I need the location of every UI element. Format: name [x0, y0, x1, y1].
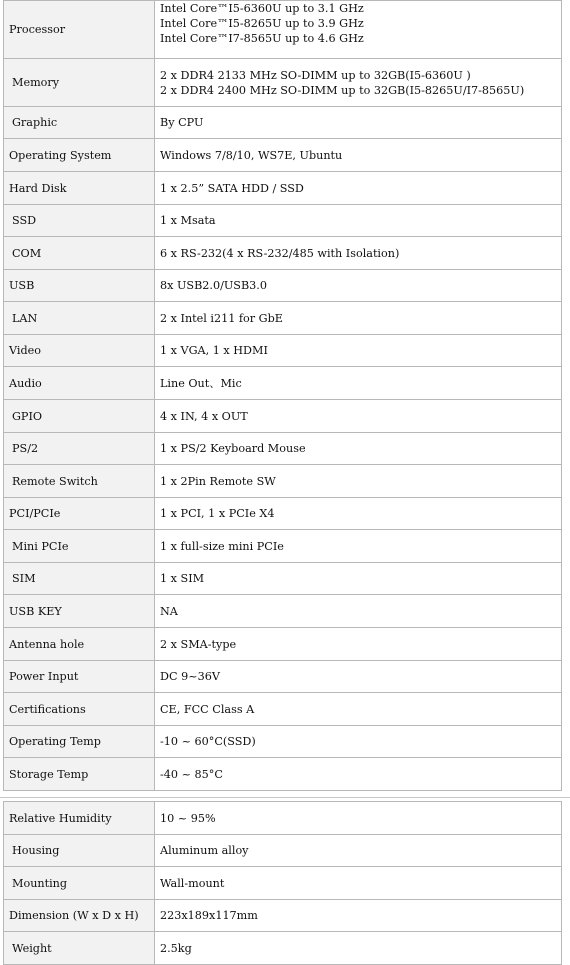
spec-value	[155, 1, 562, 59]
spec-value	[155, 498, 562, 530]
spec-label	[4, 693, 155, 726]
spec-label-text: LAN	[12, 311, 38, 325]
spec-value	[155, 661, 562, 693]
spec-label-text: Mounting	[12, 876, 68, 890]
spec-value	[155, 693, 562, 726]
spec-label	[4, 661, 155, 693]
spec-label-text: SSD	[12, 214, 37, 227]
spec-value	[155, 270, 562, 302]
spec-label-text: Relative Humidity	[9, 811, 112, 825]
spec-label	[4, 802, 155, 835]
spec-label-text: Graphic	[12, 116, 58, 129]
spec-row-mounting	[4, 867, 562, 900]
spec-label	[4, 400, 155, 433]
spec-value-line: -10 ~ 60°C(SSD)	[160, 735, 256, 748]
spec-row-antenna-hole	[4, 628, 562, 661]
spec-label-text: USB KEY	[9, 604, 62, 618]
spec-value-line: Intel Core™I5-8265U up to 3.9 GHz	[160, 17, 364, 30]
spec-row-gpio	[4, 400, 562, 433]
spec-label	[4, 433, 155, 465]
spec-row-certifications	[4, 693, 562, 726]
spec-value-line: Windows 7/8/10, WS7E, Ubuntu	[160, 148, 343, 162]
spec-label-text: USB	[9, 279, 35, 292]
spec-row-weight	[4, 932, 562, 965]
spec-label	[4, 835, 155, 867]
spec-value	[155, 237, 562, 270]
page-break-divider	[0, 797, 570, 798]
spec-label-text: Operating Temp	[9, 735, 101, 748]
spec-label	[4, 530, 155, 563]
spec-value-line: NA	[160, 604, 178, 618]
spec-label-text: Housing	[12, 844, 60, 857]
spec-value	[155, 802, 562, 835]
spec-label	[4, 595, 155, 628]
spec-label-text: Processor	[9, 23, 66, 36]
spec-value-line: Wall-mount	[160, 876, 225, 890]
spec-label-text: Operating System	[9, 148, 112, 162]
spec-label-text: Hard Disk	[9, 181, 67, 195]
spec-label-text: Remote Switch	[12, 474, 98, 488]
spec-table-continued	[3, 801, 562, 965]
spec-label	[4, 139, 155, 172]
spec-label-text: Certifications	[9, 702, 86, 716]
spec-label-text: PCI/PCIe	[9, 507, 61, 520]
spec-value-line: 1 x PCI, 1 x PCIe X4	[160, 507, 275, 520]
spec-label	[4, 107, 155, 139]
spec-table-continued-body	[4, 802, 562, 965]
spec-label	[4, 900, 155, 932]
spec-row-ps2	[4, 433, 562, 465]
spec-value	[155, 595, 562, 628]
spec-label-text: SIM	[12, 572, 36, 585]
spec-value-line: -40 ~ 85°C	[160, 767, 223, 781]
spec-table-main	[3, 0, 562, 791]
spec-label-text: Power Input	[9, 670, 79, 683]
spec-value-line: 2 x DDR4 2400 MHz SO-DIMM up to 32GB(I5-8265U/I7-8565U)	[160, 83, 525, 97]
spec-value-line: DC 9~36V	[160, 670, 220, 683]
spec-value	[155, 59, 562, 107]
spec-row-audio	[4, 367, 562, 400]
spec-row-storage-temp	[4, 758, 562, 791]
spec-label-text: Weight	[12, 941, 52, 955]
spec-value	[155, 726, 562, 758]
spec-label-text: Storage Temp	[9, 767, 89, 781]
spec-value-line: 2 x SMA-type	[160, 637, 237, 651]
spec-label	[4, 367, 155, 400]
spec-value-line: 8x USB2.0/USB3.0	[160, 279, 267, 292]
spec-label-text: Video	[9, 344, 41, 357]
spec-row-relative-humidity	[4, 802, 562, 835]
spec-row-operating-temp	[4, 726, 562, 758]
spec-row-usb-key	[4, 595, 562, 628]
spec-value	[155, 367, 562, 400]
spec-label	[4, 237, 155, 270]
spec-value	[155, 628, 562, 661]
spec-row-processor	[4, 1, 562, 59]
spec-label-text: Audio	[9, 376, 42, 390]
spec-value-line: Intel Core™I7-8565U up to 4.6 GHz	[160, 32, 364, 45]
spec-value	[155, 205, 562, 237]
spec-value	[155, 107, 562, 139]
spec-label	[4, 302, 155, 335]
spec-label	[4, 59, 155, 107]
spec-label-text: COM	[12, 246, 42, 260]
spec-label-text: GPIO	[12, 409, 43, 423]
spec-value-line: 1 x full-size mini PCIe	[160, 539, 284, 553]
spec-row-graphic	[4, 107, 562, 139]
spec-row-lan	[4, 302, 562, 335]
spec-label-text: PS/2	[12, 442, 39, 455]
spec-row-hard-disk	[4, 172, 562, 205]
spec-label	[4, 465, 155, 498]
spec-value	[155, 400, 562, 433]
spec-value-line: 1 x SIM	[160, 572, 205, 585]
spec-label	[4, 270, 155, 302]
spec-row-dimension	[4, 900, 562, 932]
spec-label-text: Antenna hole	[9, 637, 85, 651]
spec-label	[4, 726, 155, 758]
spec-value-line: 6 x RS-232(4 x RS-232/485 with Isolation)	[160, 246, 400, 260]
spec-label	[4, 498, 155, 530]
spec-value	[155, 758, 562, 791]
spec-row-sim	[4, 563, 562, 595]
spec-label	[4, 1, 155, 59]
spec-value	[155, 433, 562, 465]
spec-value-line: Intel Core™I5-6360U up to 3.1 GHz	[160, 2, 364, 15]
spec-value-line: Line Out、Mic	[160, 376, 242, 390]
spec-value	[155, 139, 562, 172]
spec-row-power-input	[4, 661, 562, 693]
spec-value	[155, 867, 562, 900]
spec-value	[155, 172, 562, 205]
spec-row-ssd	[4, 205, 562, 237]
spec-label	[4, 205, 155, 237]
spec-value	[155, 563, 562, 595]
spec-row-remote-switch	[4, 465, 562, 498]
spec-row-housing	[4, 835, 562, 867]
spec-label-text: Memory	[12, 76, 60, 89]
spec-value	[155, 465, 562, 498]
spec-table-main-body	[4, 1, 562, 791]
spec-label	[4, 867, 155, 900]
spec-value-line: CE, FCC Class A	[160, 702, 255, 716]
spec-value	[155, 835, 562, 867]
spec-value-line: 1 x VGA, 1 x HDMI	[160, 344, 268, 357]
spec-value-line: 1 x 2.5” SATA HDD / SSD	[160, 181, 304, 195]
spec-row-video	[4, 335, 562, 367]
spec-value-line: 1 x 2Pin Remote SW	[160, 474, 276, 488]
spec-label	[4, 932, 155, 965]
spec-label-text: Mini PCIe	[12, 539, 69, 553]
spec-row-pci-pcie	[4, 498, 562, 530]
spec-value-line: 2 x DDR4 2133 MHz SO-DIMM up to 32GB(I5-6360U )	[160, 68, 471, 82]
spec-value-line: 1 x PS/2 Keyboard Mouse	[160, 442, 306, 455]
spec-row-usb	[4, 270, 562, 302]
spec-value-line: 2 x Intel i211 for GbE	[160, 311, 283, 325]
spec-label-text: Dimension (W x D x H)	[9, 909, 139, 922]
spec-value	[155, 932, 562, 965]
spec-label	[4, 758, 155, 791]
spec-value	[155, 302, 562, 335]
spec-value-line: 223x189x117mm	[160, 909, 258, 922]
spec-value-line: 1 x Msata	[160, 214, 216, 227]
spec-row-operating-system	[4, 139, 562, 172]
spec-value-line: 2.5kg	[160, 941, 192, 955]
spec-value-line: By CPU	[160, 116, 204, 129]
spec-value	[155, 530, 562, 563]
spec-value	[155, 900, 562, 932]
spec-row-com	[4, 237, 562, 270]
spec-label	[4, 628, 155, 661]
spec-label	[4, 563, 155, 595]
spec-label	[4, 335, 155, 367]
spec-value-line: Aluminum alloy	[160, 844, 249, 857]
spec-value-line: 10 ~ 95%	[160, 811, 216, 825]
spec-row-memory	[4, 59, 562, 107]
spec-row-mini-pcie	[4, 530, 562, 563]
spec-value	[155, 335, 562, 367]
spec-label	[4, 172, 155, 205]
spec-value-line: 4 x IN, 4 x OUT	[160, 409, 248, 423]
